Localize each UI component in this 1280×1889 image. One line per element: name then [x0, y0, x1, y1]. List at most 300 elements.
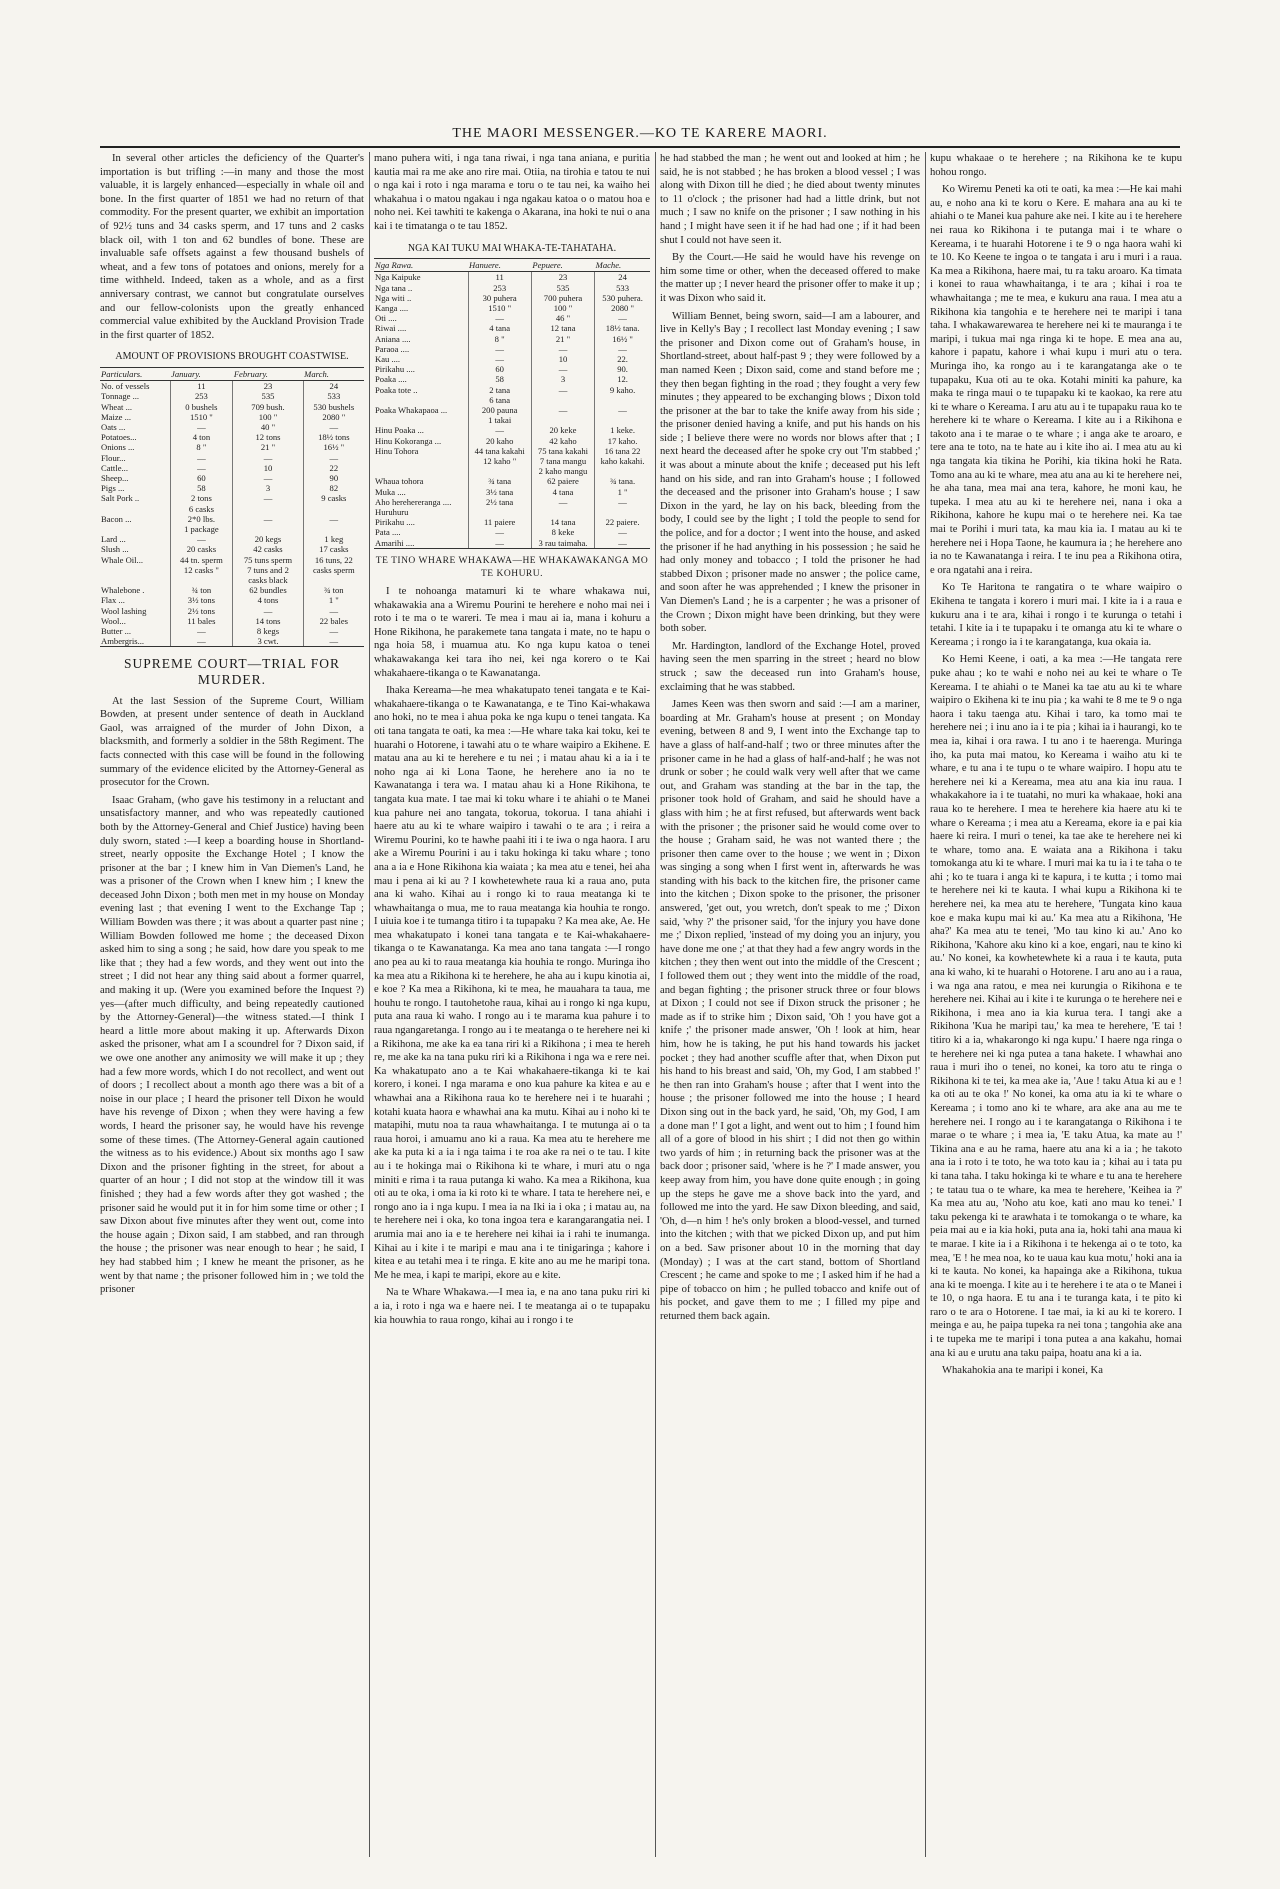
table-cell: 8 kegs [233, 626, 303, 636]
table-cell: Nga witi .. [375, 292, 412, 303]
section-subheading: MURDER. [197, 671, 267, 687]
table-cell: 18½ tons [303, 432, 364, 442]
table-row [374, 354, 650, 364]
table-header-cell: Particulars. [100, 367, 170, 380]
table-row [374, 374, 650, 384]
table-cell: Aniana .... [375, 333, 411, 344]
table-cell: 7 tana mangu [531, 456, 594, 466]
table-cell: Potatoes... [101, 432, 137, 443]
table-cell: 3½ tana [468, 487, 531, 497]
table-header-cell: Nga Rawa. [374, 259, 468, 272]
table-cell: Wool... [101, 615, 126, 626]
table-cell: 22 bales [303, 616, 364, 626]
table-cell [233, 504, 303, 514]
table-cell: — [303, 626, 364, 636]
table-cell: Hinu Tohora [375, 445, 419, 456]
table-cell: 75 tuns sperm [233, 555, 303, 565]
table-header-cell: Hanuere. [468, 259, 531, 272]
provision-trade-paragraph: In several other articles the deficiency of the Quarter's importation is but trifling :—in many and those the most valuable, it is largely enhanced—especially in whale oil and bone. In the first quarter of 1851 we had no return of that commodity. For the present quarter, we exhibit an importation of 92½ tuns and 34 casks sperm, and 17 tuns and 2 casks black oil, with 1 ton and 62 bundles of bone. These are invaluable safe offsets against a few thousand bushels of wheat, and a few tons of potatoes and onions, merely for a time withheld. Indeed, taken as a whole, and as a first anniversary contrast, we cannot but congratulate ourselves and our fellow-colonists upon the greatly enhanced commercial value exhibited by the Auckland Provision Trade in the first quarter of 1852. [100, 153, 364, 341]
table-row [374, 323, 650, 333]
table-row [374, 487, 650, 497]
table-cell: 22 paiere. [595, 517, 650, 527]
column-rule [369, 152, 370, 1857]
table-cell: 11 [170, 381, 233, 392]
table-cell: Poaka Whakapaoa ... [375, 405, 448, 415]
table-row [374, 527, 650, 537]
table-cell: — [531, 344, 594, 354]
table-row [374, 497, 650, 507]
table-cell [374, 456, 468, 466]
maori-section-heading: TE TINO WHARE WHAKAWA—HE WHAKAWAKANGA MO TE KOHURU. [375, 555, 649, 580]
table-cell: 14 tana [531, 517, 594, 527]
table-row [100, 636, 364, 647]
table-cell: 20 kaho [468, 436, 531, 446]
table-cell: 6 tana [468, 395, 531, 405]
table-cell: No. of vessels [101, 381, 150, 392]
table-cell: 7 tuns and 2 [233, 565, 303, 575]
table-cell [100, 504, 170, 514]
table-row [100, 463, 364, 473]
table-cell: 23 [233, 381, 303, 392]
table-row [374, 446, 650, 456]
table-cell: 11 paiere [468, 517, 531, 527]
provisions-table-title: AMOUNT OF PROVISIONS BROUGHT COASTWISE. [115, 351, 349, 363]
table-row [374, 538, 650, 549]
table-cell: 1510 " [468, 303, 531, 313]
table-cell: Flour... [101, 452, 126, 463]
table-cell: — [303, 422, 364, 432]
table-cell: 2080 " [303, 412, 364, 422]
table-cell: Flax ... [101, 595, 125, 606]
table-cell: 14 tons [233, 616, 303, 626]
table-cell: 253 [468, 283, 531, 293]
table-cell [100, 524, 170, 534]
table-cell: 2½ tons [170, 606, 233, 616]
table-cell: Poaka .... [375, 374, 407, 385]
table-cell: 1 takai [468, 415, 531, 425]
table-row [374, 334, 650, 344]
table-cell: Cattle... [101, 462, 128, 473]
table-cell: 1 package [170, 524, 233, 534]
table-cell: Pigs ... [101, 483, 125, 494]
article-paragraph: At the last Session of the Supreme Court, William Bowden, at present under sentence of death in Auckland Gaol, was arraigned of the murder of John Dixon, a blacksmith, and formerly a soldier in the 58th Regiment. The facts connected with this case will be found in the following summary of the evidence elicited by the Attorney-General as prosecutor for the Crown. [100, 695, 364, 789]
table-cell: — [303, 453, 364, 463]
table-header-cell: February. [233, 367, 303, 380]
table-row [100, 626, 364, 636]
table-cell: ¾ ton [170, 585, 233, 595]
column-1 [100, 152, 364, 1862]
table-row [100, 514, 364, 524]
table-cell: — [468, 527, 531, 537]
table-cell: — [233, 453, 303, 463]
table-cell: Nga Kaipuke [375, 272, 421, 283]
table-cell: — [531, 405, 594, 415]
table-cell: Onions ... [101, 442, 135, 453]
table-cell: 2*0 lbs. [170, 514, 233, 524]
table-cell: 2 tana [468, 385, 531, 395]
table-cell: Muka .... [375, 486, 406, 497]
table-cell: 20 casks [170, 544, 233, 554]
masthead: THE MAORI MESSENGER.—KO TE KARERE MAORI. [100, 124, 1180, 148]
maori-article-paragraph: Whakahokia ana te maripi i konei, Ka [942, 1365, 1103, 1377]
table-header-cell: March. [303, 367, 364, 380]
table-row [100, 483, 364, 493]
table-cell: 46 " [531, 313, 594, 323]
table-header-cell: Mache. [595, 259, 650, 272]
table-cell: — [531, 497, 594, 507]
table-cell: 3 [531, 374, 594, 384]
table-cell: 22. [595, 354, 650, 364]
table-cell: — [595, 405, 650, 415]
table-row [374, 476, 650, 486]
table-row [374, 507, 650, 517]
table-cell: 8 " [468, 334, 531, 344]
table-row [374, 415, 650, 425]
table-cell: Hinu Poaka ... [375, 425, 424, 436]
table-cell: 75 tana kakahi [531, 446, 594, 456]
table-row [374, 466, 650, 476]
table-cell [100, 565, 170, 575]
table-cell: — [170, 636, 233, 647]
table-cell: ¾ tana [468, 476, 531, 486]
table-cell: Riwai .... [375, 323, 407, 334]
table-cell: 3 [233, 483, 303, 493]
table-cell: 44 tn. sperm [170, 555, 233, 565]
table-cell: — [233, 493, 303, 503]
article-paragraph: Isaac Graham, (who gave his testimony in a reluctant and unsatisfactory manner, and who was repeatedly cautioned both by the Attorney-General and Chief Justice) having been duly sworn, stated :—I keep a boarding house in Shortland-street, nearly opposite the Exchange Hotel ; I know the prisoner at the bar ; I knew him in Van Diemen's Land, he was a prisoner of the Crown when I knew him ; I knew the deceased John Dixon ; both men met in my house on Monday evening last ; that evening I went to the Exchange Tap ; William Bowden was there ; it was about a quarter past nine ; William Bowden followed me home ; the deceased Dixon asked him to sing a song ; he said, how dare you speak to me like that ; they had a few words, and they went out into the street ; I did not hear any thing said about a former quarrel, and making it up. (Were you examined before the Inquest ?) yes—(after much difficulty, and being repeatedly cautioned by the Attorney-General)—the witness stated.—I think I heard a little more about making it up. Afterwards Dixon asked the prisoner, what am I a scoundrel for ? Dixon said, if we owe one another any animosity we will make it up ; they had a few more words, which I do not recollect, and went out of doors ; I recollect about a month ago there was a bit of a noise in our place ; I heard the prisoner tell Dixon he would have his revenge of Dixon ; when they were having a few words, I heard the prisoner say, he would have his revenge some of these times. (The Attorney-General again cautioned the witness as to his evidence.) About six months ago I saw Dixon and the prisoner fighting in the street, for about a quarter of an hour ; I did not stop at the window till it was finished ; they had a few words after they got washed ; the prisoner said he would put it in for him some time or other ; I saw Dixon about five minutes after they went out, come into the house again ; Dixon said, I am stabbed, and ran through the house ; the prisoner was near enough to hear ; he said, I hey had stabbed him ; I knew he meant the prisoner, as he went by that name ; the prisoner followed him in ; we told the prisoner [100, 794, 364, 1296]
table-cell: 30 puhera [468, 293, 531, 303]
table-cell: 535 [233, 391, 303, 401]
table-row [100, 402, 364, 412]
table-cell: 21 " [531, 334, 594, 344]
table-cell: 11 bales [170, 616, 233, 626]
table-cell: Sheep... [101, 472, 129, 483]
table-cell: — [468, 313, 531, 323]
maori-article-paragraph: Na te Whare Whakawa.—I mea ia, e na ano tana puku riri ki a ia, i roto i nga wa e haere nei. I te meatanga ai o te tupapaku kia houwhia to raua rongo, kihai au i rongo i te [374, 1287, 650, 1326]
table-cell: 22 [303, 463, 364, 473]
maori-article-paragraph: I te nohoanga matamuri ki te whare whakawa nui, whakawakia ana a Wiremu Pourini te herehere e noho mai nei i roto i te ma o te wareri. Te mea i mau ai ia, mana i kohuru a Hone Rikihona, he parakemete tana tangata i mate, no te hapu o nga hoia 58, i muamua atu. Ko nga kupu katoa o tenei whakawakanga kei tara iho nei, kei nga korero o te Kai whakahaere-tikanga o te Kawanatanga. [374, 586, 650, 679]
column-rule [925, 152, 926, 1857]
article-paragraph: By the Court.—He said he would have his revenge on him some time or other, when the deceased offered to make the matter up ; I never heard the prisoner offer to make it up ; it was Dixon who said it. [660, 252, 920, 304]
table-cell: 90 [303, 473, 364, 483]
table-cell: 533 [595, 283, 650, 293]
table-row [100, 422, 364, 432]
table-cell: kaho kakahi. [595, 456, 650, 466]
table-row [100, 544, 364, 554]
table-cell: — [468, 538, 531, 549]
maori-article-paragraph: kupu whakaae o te herehere ; na Rikihona ke te kupu hohou rongo. [930, 153, 1182, 178]
table-cell: 60 [468, 364, 531, 374]
table-cell: 18½ tana. [595, 323, 650, 333]
table-row [100, 504, 364, 514]
maori-article-paragraph: Ko Wiremu Peneti ka oti te oati, ka mea :—He kai mahi au, e noho ana ki te koru o Kere. E mahara ana au ki te ahiahi o te Manei kua pahure ake nei. I kite au i te herehere nei raua ko Rikihona i te putanga mai i te whare o Kereama, i te huarahi Hotorene i te 9 o nga haora wahi ki te 10. Ko Keene te ingoa o te tangata i aru i muri i a raua. Ka mea a Rikihona, haere mai, tu ra taku aroaro. Ka timata i konei to raua whawhaitanga, i te ara ; kihai i roa te whawhaitanga ; me te mea, e kukuru ana raua. I mea atu a Rikihona kia tangohia e te herehere nei te maripi i tana taha. I whakawarewarea te herehere nei ki te mauranga i te maripi, i tukua mai nga ringa ki te hope. E mea ana au, kahore i papatu, kahore i whai kupu i muri atu o tera. Muringa iho, ka rongo au i te karangatanga ake o te tupapaku, Kua oti au te oka. Kotahi miniti ka pahure, ka maka te ringa maui o te tupapaku ki te kaokao, ka rere atu ki te whare o Kereama. I aru atu au i te tupapaku raua ko te herehere ki te whare o Kereama. I kite au i a Rikihona e takoto ana i te marae o te whare ; i anga ake te aroaro, e tere ana te toto, na te hate au i kite iho ai. I mea atu au ki nga tangata kia tikina he Porihi, kia tikina hoki he Rata. Tomo ana au ki te whare, mea atu ana au ki te herehere nei, he aha tana, mea mai ana tera, kahore, he moni kau, he tupeka. I mea atu au ki te herehere nei, nana i oka a Rikihona, kahore he kupu mai o te herehere nei. Ka tae mai te Porihi i muri tata, ka mau kia ia. I matau au ki te herehere nei i Hopa Taone, he kaumura ia ; he herehere ano ia no te Kawanatanga i reira. I te inu pea a Rikihona otira, e ora ngatahi ana i reira. [930, 184, 1182, 576]
table-header-cell: Pepuere. [531, 259, 594, 272]
table-cell: Whale Oil... [101, 554, 143, 565]
table-cell: — [303, 636, 364, 647]
table-cell: 533 [303, 391, 364, 401]
article-paragraph: William Bennet, being sworn, said—I am a labourer, and live in Kelly's Bay ; I recollect last Monday evening ; I saw the prisoner and Dixon come out of Graham's house, in Shortland-street, about half-past 9 ; they were followed by a man named Keen ; Dixon said, come and stand before me ; they then began fighting in the road ; they fought a very few minutes ; they appeared to be exchanging blows ; Dixon told the prisoner at the bar to take the knife away from his side ; the prisoner denied having a knife, and put his hands on his side ; I believe there were no words nor blows after that ; I next heard the deceased after he spoke cry out 'I'm stabbed ;' it was about a minute about the knife ; deceased put his left hand on his side, and ran into Graham's house ; I followed the deceased and the prisoner into Graham's house ; I saw Dixon in the yard, he lay on his back, bleeding from the body, I could see by the light ; I told the people to send for the police, and for a doctor ; I went into the house, and asked the prisoner if he had anything in his possession ; he said he had only money and tobacco ; I told the prisoner he had stabbed Dixon ; prisoner made no answer ; the police came, and soon after he was apprehended ; I knew the prisoner in Van Diemen's Land ; he is a carpenter ; he was a prisoner of the Crown ; Dixon might have been drinking, but they were both sober. [660, 310, 920, 635]
table-cell: 58 [468, 374, 531, 384]
maori-article-paragraph: Ko Hemi Keene, i oati, a ka mea :—He tangata rere puke ahau ; ko te wahi e noho nei au kei te whare o Te Kereama. I te ahiahi o te Manei ka tae atu au ki te whare waipiro o Ekihena ki te inu pia ; ka wahi te 8 me te 9 o nga haora i taku taenga atu. Kihai i taro, ka tomo mai te herehere nei ; i inu ano ia i te pia ; kihai ia i haurangi, ko te mea ia, kihai i ora rawa. I tu ano i te haerenga. Muringa iho, ka puta mai matou, ko Kereama i waiho atu ki te whare, e tu ana i te tupu o te whare waipiro. I hopu atu te herehere nei ki a Kereama, mea atu ana kia inu raua. I whakakahore ia i te tuatahi, no muri ka whakaae, hoki ana raua ko te herehere. I mea te herehere kia haere atu ki te whare o Kereama ; i mea atu a Kereama, ekore ia e pai kia haere ki reira. I muri o tenei, ka tae ake te herehere nei ki te whare, tomo ana. E waiata ana a Rikihona i taku tomokanga atu ki te whare. I muri mai ka tu ia i te taha o te ahi ; ko te tuara i anga ki te kapura, i te kutta ; i tomo mai te herehere nei ki te kauta. I whai kupu a Rikihona ki te herehere nei, ka mea atu te herehere, 'Tungata kino kaua koe e maka kupu mai ki au.' Ka mea atu a Rikihona, 'He aha?' Ka mea atu te tenei, 'Mo tau kino ki au.' Ano ko Rikihona, 'Kahore aku kino ki a koe, engari, nau te kino ki au.' No konei, ka kowhetewhete ki a raua i te kauta, puta ana ki waho, ki te huarahi o Hotorene. I aru ano au i a raua, i wa nga ana ratou, e mea nei kurungia o Rikihona e te herehere nei. Kihai au i kite i te kurunga o te herehere nei e Rikihona, i mea ano ia kia kurua tera. I tangi ake a Rikihona 'Kua he maripi tau,' ka mea te herehere, 'E tai ! titiro ki a ia, whakarongo ki nga kupu.' I haere nga ringa o te herehere nei ki nga putea a tana hakete. I whawhai ano raua i muri iho o tenei, no konei, ka toro atu te ringa o Rikihona ki te tei, ka mea ake ia, 'Aue ! taku Atua ki au e ! ka oti au te oka !' No konei, ka oma atu ia ki te whare o Kereama ; i tomo ano ki te whare, ara ake ana au me te herehere nei. I rongo au i te karangatanga o Rikihona i te marae o te whare ; i mea ia, 'E taku Atua, ka mate au !' Tikina ana e au he rama, haere atu ana ki a ia ; he takoto ana ia i roto i te toto, he wa toto kau ia ; kihai au i tata pu ki tana taha. I taku hokinga ki te whare e tu ana te herehere ; te tatau tua o te whare, ka mea te herehere, 'Keihea ia ?' Ka mea atu au, 'Noho atu koe, kati ano mau ko tenei.' I taku pekenga ki te arawhata i te tomokanga o te whare, ka peia mai au e ia kia hoki, puta ana ia, hoki tahi ana maua ki te marae. I kite ia i a Rikihona i te hekenga ai o te toto, ka mea, 'E ! he mea noa, ko te uaua kau kua motu,' hoki ana ia ki te kauta. No konei, ka hapainga ake a Rikihona, tukua ana ki te moenga. I kite au i te herehere i te ata o te Manei i te 10, o nga haora. E tu ana i te turanga kata, i te pito ki raro o te ara o Hotorene. I tae mai, ia ki au ki te korero. I meinga e au, he paipa tupeka ra nei tona ; tangohia ake ana i te tupeka me te maripi i tona putea a ana kakahu, homai ana ki au e urutu ana taku paipa, hoatu ana ki a ia. [930, 654, 1182, 1359]
table-row [100, 555, 364, 565]
table-row [374, 293, 650, 303]
table-row [100, 565, 364, 575]
table-cell: — [233, 606, 303, 616]
table-cell: 100 " [531, 303, 594, 313]
table-cell: Lard ... [101, 534, 126, 545]
table-cell: 2080 " [595, 303, 650, 313]
table-cell: ¾ ton [303, 585, 364, 595]
table-cell [303, 504, 364, 514]
table-cell: — [468, 425, 531, 435]
table-cell: Aho herehereranga .... [375, 496, 452, 507]
table-cell: Pata .... [375, 527, 401, 538]
table-cell: — [233, 514, 303, 524]
table-row [374, 272, 650, 283]
table-cell: 4 ton [170, 432, 233, 442]
table-cell: 8 keke [531, 527, 594, 537]
table-row [100, 595, 364, 605]
table-cell: Ambergris... [100, 636, 170, 647]
table-cell [595, 507, 650, 517]
table-cell: — [595, 538, 650, 549]
table-cell: Amarihi .... [374, 538, 468, 549]
table-row [100, 381, 364, 392]
table-cell: 1510 " [170, 412, 233, 422]
table-cell [531, 415, 594, 425]
table-cell: Poaka tote .. [375, 384, 418, 395]
provisions-table [100, 367, 364, 647]
table-cell [233, 524, 303, 534]
table-cell: 12 tana [531, 323, 594, 333]
table-cell: 9 casks [303, 493, 364, 503]
table-cell: — [595, 313, 650, 323]
table-header-cell: January. [170, 367, 233, 380]
table-cell: 4 tana [531, 487, 594, 497]
maori-provisions-table [374, 258, 650, 549]
table-cell: Wool lashing [101, 605, 147, 616]
table-row [100, 473, 364, 483]
maori-article-paragraph: Ihaka Kereama—he mea whakatupato tenei tangata e te Kai-whakahaere-tikanga o te Kawanatanga, e te Tino Kai-whakawa ano hoki, no te mea i ahua poka ke nga kupu o tenei tangata. Ka oti tana tangata te oati, ka mea :—He whare taka kai toku, kei te huarahi o Hotorene, i tawahi atu o te whare waipiro a Ekihene. E matau ana au ki te herehere e tu nei ; i matau ahau ki a ia i te noho nga ai ki Lona Taone, he herehere ano ia no te Kawanatanga i tera wa. I matau ahau ki a Hone Rikihona, te tangata kua mate. I tae mai ki toku whare i te ahiahi o te Manei kua pahure nei ano tangata, tokorua, tokorua. I tana ahiahi i haere atu au ki te whare waipiro i tawahi o te ara ; i reira a Wiremu Pourini, ko te hawhe paahi iti i te iwa o nga haora. I aru ake a Wiremu Pourini i au i taku hokinga ki taku whare ; tono ana a ia e Hone Rikihona kia waiata ; ka mea atu e tenei, hei aha mau i pena ai ki au ? I kowhetewhete raua ki a raua ano, puta ana ki waho. Kihai au i rongo ki to raua meatanga ki te whawhaitanga o mua, me to raua meatanga kia houhia te rongo. I uiuia koe i te tumanga titiro i ta tupapaku ? Ka mea ake, Ae. He mea whakatupato i konei tana tangata e te Kai-whakahaere-tikanga o te Kawanatanga. Ka mea ano tana tangata :—I rongo ano pea au ki to raua meatanga kia houhia te rongo. Muringa iho ka mea atu a Rikihona ki te herehere, he aha au i kupu kinotia ai, e koe ? Ka mea a Rikihona, ki te mea, he mauahara ta taua, me houhu te rongo. I tautohetohe raua, kihai au i rongo ki nga kupu, puta ana raua ki waho. I rongo au i te marama kua pahure i to raua ngangaretanga. I rongo au i te meatanga o te herehere nei ki a Rikihona, me ake ka ea tana riri ki a Rikihona ; i mea te hereh re, me ake ka na tana puku riri ki a Rikihona i nga wa e rere nei. Ka whakatupato ano a te Kai whakahaere-tikanga ki te kai korero, i konei. I nga marama e ono kua pahure ka kitea e au e whawhai ana a Rikihona raua ko te herehere nei i te huarahi ; kotahi kuata haora e whawhai ana ka mutu. Kihai au i noho ki te matapihi, mutu noa ta raua whawhaitanga. I te mutunga ai o ta raua horoi, i amuamu ano ki a raua. Ka mea atu te herehere me ake ka puta ki a ia i nga taima i te roa ake ra nei o te tau. I kite au i te hokinga mai o Rikihona ki te whare, i muri atu o nga miniti e rima i ta raua putanga ki waho. Ka mea a Rikihona, kua oti au te oka, i oma ia ki roto ki te whare. I tata te herehere nei, e rongo ano ia i nga kupu. I mea ia na Iki ia i oka ; i matau au, na te herehere nei i oka, ko tona ingoa tera e karangarangatia nei. I arumia mai ano ia e te herehere nei kihai ia i rahi te inumanga. Kihai au i kite i te maripi e mau ana i te tinigaringa ; kahore i kitea e au tetahi mea i te ringa. E kite ano au me he maripi tona. Me he mea, i kapi te maripi, ekore au e kite. [374, 685, 650, 1281]
table-cell: 2½ tana [468, 497, 531, 507]
table-cell: — [468, 354, 531, 364]
table-cell: 82 [303, 483, 364, 493]
maori-paragraph: mano puhera witi, i nga tana riwai, i nga tana aniana, e puritia kautia mai ra me ake ano rire mai. Otiia, na tirohia e tatou te nui o nga kai i roto i nga marama e toru o te tau nei, ka waiho hei whakahua i o matou ngakau i nga ngakau katoa o o matou hoa e noho nei. Kei tawhiti te kakenga o Akarana, ina hoki te nui o ana kai i te timatanga o te tau 1852. [374, 153, 650, 232]
table-cell [531, 507, 594, 517]
table-row [374, 283, 650, 293]
table-cell: 16 tuns, 22 [303, 555, 364, 565]
table-cell [374, 415, 468, 425]
table-row [374, 313, 650, 323]
table-cell: Pirikahu .... [375, 517, 415, 528]
table-row [374, 344, 650, 354]
table-cell: 535 [531, 283, 594, 293]
table-cell: 3½ tons [170, 595, 233, 605]
table-cell: — [170, 534, 233, 544]
article-paragraph: he had stabbed the man ; he went out and looked at him ; he said, he is not stabbed ; he has broken a blood vessel ; I was along with Dixon till he died ; he died about twenty minutes to 11 o'clock ; the prisoner had had a little drink, but not much ; I saw no knife on the prisoner ; I saw nothing in his hand ; I might have seen it if he had had one ; if it had been shut I could not have seen it. [660, 153, 920, 246]
table-cell: 24 [303, 381, 364, 392]
table-cell: 58 [170, 483, 233, 493]
column-rule [655, 152, 656, 1857]
table-cell [468, 466, 531, 476]
table-row [374, 385, 650, 395]
table-cell: — [170, 422, 233, 432]
table-cell: — [170, 626, 233, 636]
table-cell: Wheat ... [101, 401, 133, 412]
table-cell: Hinu Kokoranga ... [375, 435, 442, 446]
table-row [100, 575, 364, 585]
table-cell: 4 tana [468, 323, 531, 333]
table-cell: — [303, 606, 364, 616]
table-cell: Pirikahu .... [375, 364, 415, 375]
table-cell: 12. [595, 374, 650, 384]
table-cell: 42 casks [233, 544, 303, 554]
table-cell: 8 " [170, 442, 233, 452]
table-row [100, 391, 364, 401]
table-cell: 10 [233, 463, 303, 473]
table-row [100, 453, 364, 463]
table-cell: 100 " [233, 412, 303, 422]
table-cell: 3 rau taimaha. [531, 538, 594, 549]
table-cell [100, 575, 170, 585]
table-cell: 62 paiere [531, 476, 594, 486]
table-cell: Whalebone . [101, 585, 145, 596]
table-cell [595, 395, 650, 405]
table-cell: 17 kaho. [595, 436, 650, 446]
table-row [100, 606, 364, 616]
table-cell: — [170, 453, 233, 463]
table-cell: Oats ... [101, 421, 126, 432]
column-4 [930, 152, 1182, 1862]
table-cell: — [531, 385, 594, 395]
table-cell: Maize ... [101, 411, 132, 422]
table-row [100, 534, 364, 544]
table-cell: Paraoa .... [375, 343, 410, 354]
maori-table-title: NGA KAI TUKU MAI WHAKA-TE-TAHATAHA. [407, 242, 617, 254]
table-cell: 60 [170, 473, 233, 483]
table-cell: Kau .... [375, 353, 401, 364]
table-row [374, 303, 650, 313]
table-row [100, 442, 364, 452]
table-cell: Nga tana .. [375, 282, 413, 293]
table-row [100, 493, 364, 503]
table-cell [595, 415, 650, 425]
table-row [100, 524, 364, 534]
table-cell: 9 kaho. [595, 385, 650, 395]
table-cell [468, 507, 531, 517]
table-cell: 700 puhera [531, 293, 594, 303]
table-cell [374, 395, 468, 405]
table-cell: casks sperm [303, 565, 364, 575]
table-cell [303, 524, 364, 534]
article-paragraph: Mr. Hardington, landlord of the Exchange Hotel, proved having seen the men sparring in the street ; heard no blow struck ; saw the deceased run into Graham's house, exclaiming that he was stabbed. [660, 640, 920, 693]
table-cell: 1 keke. [595, 425, 650, 435]
table-cell: — [595, 497, 650, 507]
table-cell: 40 " [233, 422, 303, 432]
table-cell: 16½ " [303, 442, 364, 452]
table-cell: 10 [531, 354, 594, 364]
maori-article-paragraph: Ko Te Haritona te rangatira o te whare waipiro o Ekihena te tangata i korero i muri mai. I kite ia i a raua e kukuru ana i te ara, kihai i rongo i te kurunga o tetahi i tetahi. I kite ia i te tupapaku i te omanga atu ki te whare o Kereama ; i rongo ia i te karangatanga, kua okaia ia. [930, 582, 1182, 648]
table-row [374, 436, 650, 446]
table-cell: 12 tons [233, 432, 303, 442]
table-cell: 20 kegs [233, 534, 303, 544]
table-cell [374, 466, 468, 476]
table-cell: 1 " [303, 595, 364, 605]
table-row [374, 405, 650, 415]
table-cell: Bacon ... [101, 513, 132, 524]
table-cell: 530 puhera. [595, 293, 650, 303]
table-cell: — [595, 344, 650, 354]
table-row [374, 517, 650, 527]
article-paragraph: James Keen was then sworn and said :—I am a mariner, boarding at Mr. Graham's house at present ; on Monday evening, between 8 and 9, I went into the Exchange tap to have a glass of half-and-half ; two or three minutes after the prisoner came in he had a glass of half-and-half ; he was not drunk or sober ; he could walk very well after that we came out, and Graham was standing at the bar in the tap, the prisoner took hold of Graham, and said he should have a glass with him ; he at first refused, but afterwards went back with the prisoner ; the prisoner said he would come over to the house ; Graham said, he was not wanted there ; the prisoner then came over to the house ; we went in ; Dixon was singing a song when I first went in, afterwards he was standing with his back to the kitchen fire, the prisoner came into the kitchen ; Dixon spoke to the prisoner, the prisoner answered, 'get out, you wretch, don't speak to me ;' Dixon said, 'why ?' the prisoner said, 'for the injury you have done me ;' Dixon replied, 'instead of my doing you an injury, you have done me one ;' at that they had a few angry words in the kitchen ; they then went out into the middle of the Crescent ; I followed them out ; they went into the middle of the road, and began fighting ; the prisoner struck three or four blows at Dixon ; I could not see if Dixon struck the prisoner ; he made as if to strike him ; Dixon said, 'Oh ! you have got a knife ;' the prisoner made answer, 'Oh ! look at him, hear him, how he is taking, he put his hand towards his jacket pocket ; they had another scuffle after that, when Dixon put his hand to his breast and said, 'Oh, my God, I am stabbed !' he then ran into Graham's house ; after that I went into the house ; the prisoner followed me into the house ; I heard Dixon sing out in the back yard, he said, 'Oh, my God, I am a done man !' I got a light, and went out to him ; I found him all of a gore of blood in his shirt ; I did not then go within two yards of him ; in returning back the prisoner was at the back door ; prisoner said, 'where is he ?' I made answer, you keep away from him, you have done quite enough ; in going up the steps he gave me a shove back into the yard, and followed me into the yard. He saw Dixon bleeding, and said, 'Oh, d—n him ! he's only broken a blood-vessel, and turned into the kitchen ; with that we picked Dixon up, and put him on a bed. Saw prisoner about 10 in the morning that day (Monday) ; I was at the cart stand, bottom of Shortland Crescent ; he came and spoke to me ; I asked him if he had a pipe of tobacco on him ; he pulled tobacco and knife out of his pocket, and gave them to me ; I filled my pipe and returned them back again. [660, 699, 920, 1322]
table-cell: 17 casks [303, 544, 364, 554]
table-cell: casks black [233, 575, 303, 585]
table-cell: — [468, 344, 531, 354]
table-row [100, 432, 364, 442]
table-cell: 16 tana 22 [595, 446, 650, 456]
table-cell: 2 kaho mangu [531, 466, 594, 476]
table-cell: 2 tons [170, 493, 233, 503]
table-row [100, 616, 364, 626]
table-cell: 253 [170, 391, 233, 401]
table-cell [170, 575, 233, 585]
table-cell: 4 tons [233, 595, 303, 605]
table-cell: — [595, 527, 650, 537]
table-cell: — [233, 473, 303, 483]
table-row [100, 412, 364, 422]
column-2 [374, 152, 650, 1862]
table-cell: 12 casks " [170, 565, 233, 575]
table-cell: 44 tana kakahi [468, 446, 531, 456]
table-row [100, 585, 364, 595]
section-heading: SUPREME COURT—TRIAL FOR [124, 656, 340, 672]
table-cell: Tonnage ... [101, 391, 140, 402]
table-cell: — [531, 364, 594, 374]
table-cell: 90. [595, 364, 650, 374]
table-cell: 16½ " [595, 334, 650, 344]
table-cell: Kanga .... [375, 302, 409, 313]
table-row [374, 364, 650, 374]
table-cell: Oti .... [375, 313, 397, 324]
table-cell: Whaua tohora [375, 476, 424, 487]
table-cell: 1 " [595, 487, 650, 497]
table-cell: 709 bush. [233, 402, 303, 412]
table-cell [303, 575, 364, 585]
table-row [374, 395, 650, 405]
table-cell [595, 466, 650, 476]
table-cell: 21 " [233, 442, 303, 452]
table-cell: 200 pauna [468, 405, 531, 415]
table-cell: 23 [531, 272, 594, 283]
table-row [374, 456, 650, 466]
table-cell: 20 keke [531, 425, 594, 435]
table-cell: ¾ tana. [595, 476, 650, 486]
table-cell: Butter ... [101, 625, 132, 636]
table-cell: 42 kaho [531, 436, 594, 446]
table-cell [531, 395, 594, 405]
table-cell: Slush ... [101, 544, 129, 555]
table-cell: 3 cwt. [233, 636, 303, 647]
table-cell: 12 kaho " [468, 456, 531, 466]
table-cell: — [170, 463, 233, 473]
table-cell: Huruhuru [375, 507, 409, 518]
table-cell: 530 bushels [303, 402, 364, 412]
table-cell: 6 casks [170, 504, 233, 514]
table-cell: Salt Pork .. [101, 493, 140, 504]
table-cell: 0 bushels [170, 402, 233, 412]
column-3 [660, 152, 920, 1862]
table-row [374, 425, 650, 435]
